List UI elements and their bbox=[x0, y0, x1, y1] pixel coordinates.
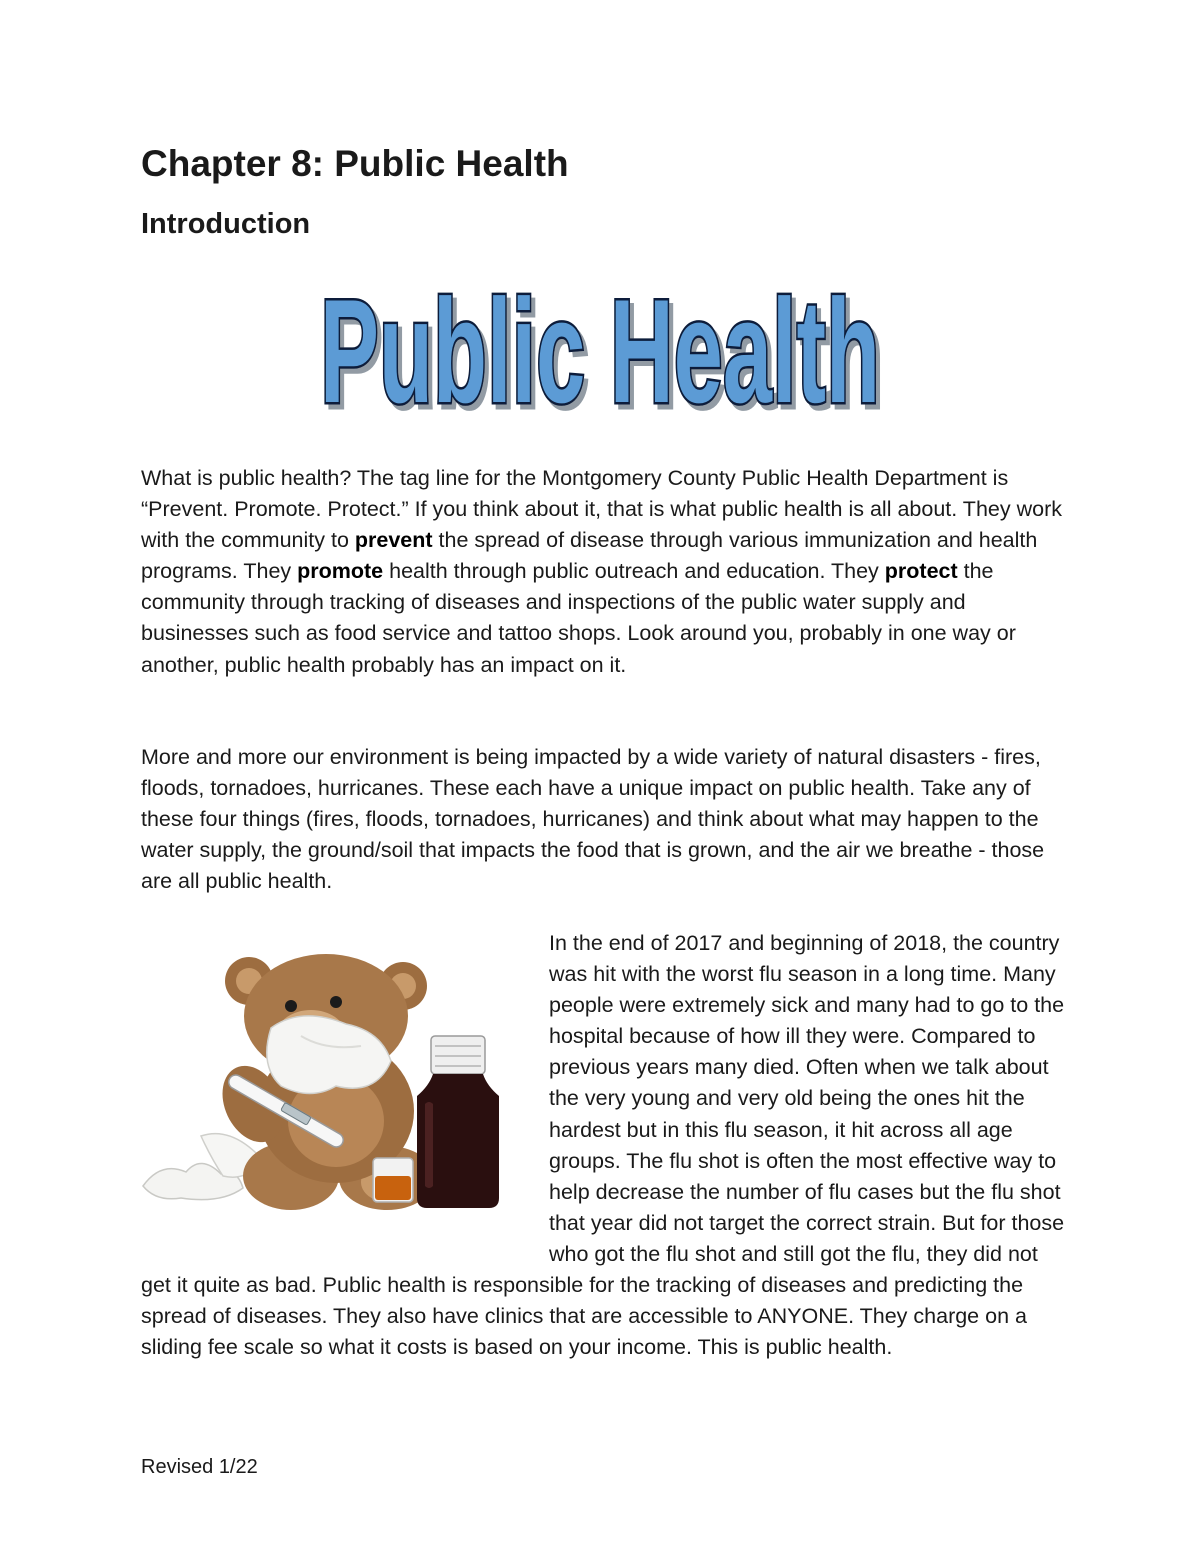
intro-text-4: the community through tracking of diseases and inspections of the public water supply and businesses such as food service and tattoo shops. Look around you, probably in one way or another, public health probably has an impact on it. bbox=[141, 559, 1016, 677]
public-health-wordart bbox=[300, 252, 900, 464]
wordart-text: Public Health bbox=[319, 269, 880, 435]
disasters-paragraph: More and more our environment is being impacted by a wide variety of natural disasters - fires, floods, tornadoes, hurricanes. These each have a unique impact on public health. Take any of these four things (fires, floods, tornadoes, hurricanes) and think about what may happen to the water supply, the ground/soil that impacts the food that is grown, and the air we breathe - those are all public health. bbox=[141, 745, 1045, 894]
flu-season-section bbox=[141, 928, 1066, 1363]
sick-teddy-bear-illustration bbox=[141, 936, 537, 1246]
section-heading: Introduction bbox=[141, 208, 311, 240]
intro-paragraph bbox=[141, 463, 1066, 681]
intro-text-3: health through public outreach and education. They bbox=[383, 559, 885, 584]
keyword-promote: promote bbox=[297, 559, 384, 584]
intro-text-2: the spread of disease through various immunization and health programs. They bbox=[141, 528, 1038, 584]
keyword-prevent: prevent bbox=[354, 528, 433, 553]
revision-footer: Revised 1/22 bbox=[141, 1456, 258, 1478]
intro-text-1: What is public health? The tag line for the Montgomery County Public Health Department is “Prevent. Promote. Protect.” If you think about it, that is what public health is all about. They work with the community to bbox=[141, 466, 1062, 553]
chapter-title: Chapter 8: Public Health bbox=[141, 143, 569, 184]
keyword-protect: protect bbox=[884, 559, 958, 584]
flu-season-paragraph: In the end of 2017 and beginning of 2018, the country was hit with the worst flu season in a long time. Many people were extremely sick and many had to go to the hospital because of how ill they were. Compared to previous years many died. Often when we talk about the very young and very old being the ones hit the hardest but in this flu season, it hit across all age groups. The flu shot is often the most effective way to help decrease the number of flu cases but the flu shot that year did not target the correct strain. But for those who got the flu shot and still got the flu, they did not get it quite as bad. Public health is responsible for the tracking of diseases and predicting the spread of diseases. They also have clinics that are accessible to ANYONE. They charge on a sliding fee scale so what it costs is based on your income. This is public health. bbox=[141, 931, 1065, 1360]
